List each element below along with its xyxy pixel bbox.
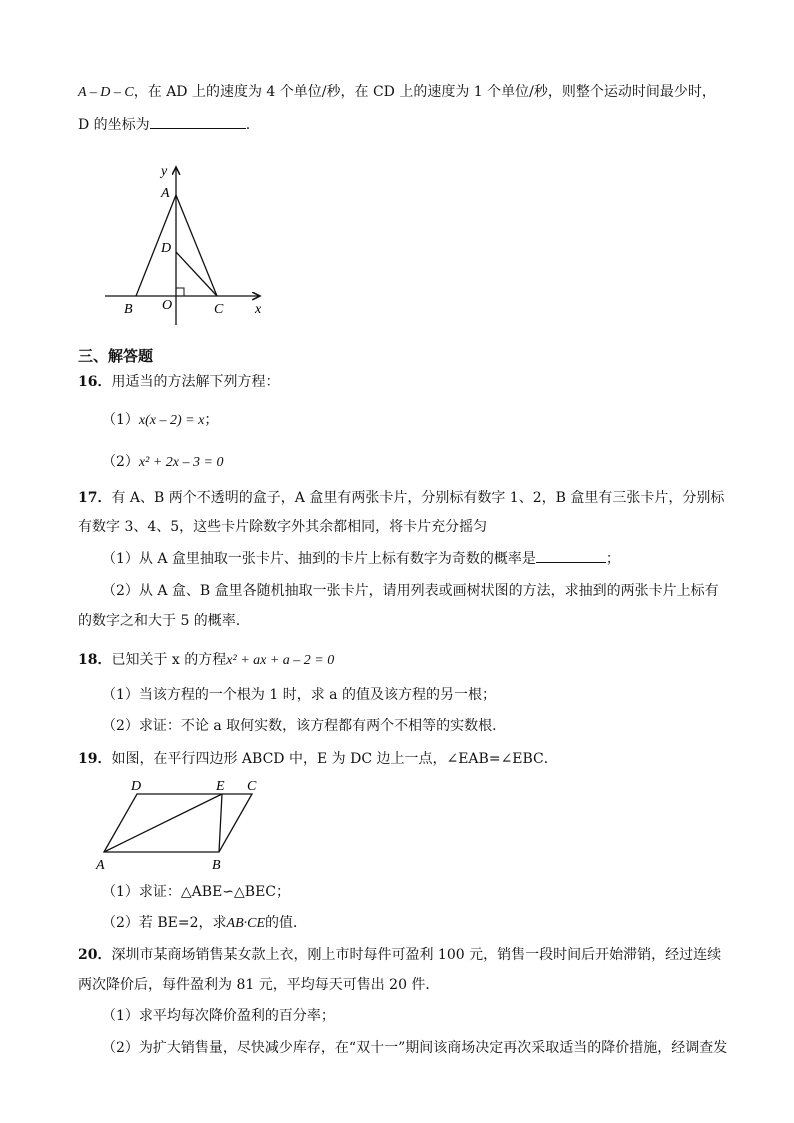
label-E: E: [216, 779, 225, 794]
label-D: D: [161, 241, 172, 256]
label-O: O: [162, 298, 173, 313]
q18-equation: x² + ax + a – 2 = 0: [226, 653, 335, 668]
q20-stem-line1: [78, 945, 721, 965]
q16-part1: [102, 410, 218, 431]
q17-stem-line2: 有数字 3、4、5，这些卡片除数字外其余都相同，将卡片充分摇匀: [78, 519, 488, 535]
label-C: C: [247, 779, 257, 794]
q15-text2: D 的坐标为: [78, 117, 150, 133]
q19-p2-expression: AB·CE: [226, 916, 266, 931]
q17-part2-line2: 的数字之和大于 5 的概率.: [78, 613, 241, 629]
q20-stem-line2: 两次降价后，每件盈利为 81 元，平均每天可售出 20 件．: [78, 977, 440, 993]
q17-p1-text: （1）从 A 盒里抽取一张卡片、抽到的卡片上标有数字为奇数的概率是: [102, 551, 536, 567]
q17-part1: [102, 548, 620, 569]
label-A: A: [161, 186, 170, 201]
q18-number: 18．: [78, 652, 112, 668]
q16-stem: 用适当的方法解下列方程：: [111, 374, 280, 390]
q18-stem-line: [78, 650, 334, 671]
segment-BE: [219, 794, 222, 852]
q19-p2-b: 的值．: [265, 915, 308, 931]
q15-text1: ，在 AD 上的速度为 4 个单位/秒，在 CD 上的速度为 1 个单位/秒，则整个运动时间最少时，: [133, 84, 716, 100]
q18-part1: （1）当该方程的一个根为 1 时，求 a 的值及该方程的另一根；: [102, 687, 496, 703]
label-D: D: [131, 779, 142, 794]
parallelogram-figure: [90, 774, 275, 874]
q19-part1: （1）求证：△ABE∽△BEC；: [102, 884, 291, 900]
q16-p1-end: ；: [204, 412, 219, 428]
q17-part2-line1: （2）从 A 盒、B 盒里各随机抽取一张卡片，请用列表或画树状图的方法，求抽到的两张卡片上标有: [102, 583, 719, 599]
q15-line2: [78, 114, 250, 135]
q16-part2: [102, 452, 223, 473]
answer-blank: [150, 114, 246, 129]
label-A: A: [96, 858, 105, 873]
q19-number: 19．: [78, 751, 112, 767]
q19-stem-line: [78, 749, 558, 769]
segment-AE: [104, 794, 222, 852]
q20-part1: （1）求平均每次降价盈利的百分率；: [102, 1008, 335, 1024]
segment-AC: [176, 195, 217, 296]
label-C: C: [214, 302, 224, 317]
q20-number: 20．: [78, 947, 112, 963]
q18-part2: （2）求证：不论 a 取何实数，该方程都有两个不相等的实数根．: [102, 718, 507, 734]
label-B: B: [124, 302, 133, 317]
q20-stem1: 深圳市某商场销售某女款上衣，刚上市时每件可盈利 100 元，销售一段时间后开始滞销，经过连续: [111, 947, 722, 963]
q16-number: 16．: [78, 374, 112, 390]
q18-stem: 已知关于 x 的方程: [111, 652, 227, 668]
q16-p2-equation: x² + 2x – 3 = 0: [138, 455, 224, 470]
label-B: B: [212, 858, 221, 873]
q17-p1-end: ；: [605, 551, 620, 567]
path-expression: A – D – C: [78, 85, 134, 100]
label-x: x: [255, 302, 262, 317]
label-y: y: [161, 164, 168, 179]
parallelogram-ABCD: [104, 794, 252, 852]
q19-stem: 如图，在平行四边形 ABCD 中，E 为 DC 边上一点，∠EAB=∠EBC．: [111, 751, 558, 767]
q15-line1: [78, 82, 716, 103]
q17-stem1: 有 A、B 两个不透明的盒子，A 盒里有两张卡片，分别标有数字 1、2，B 盒里有三张卡片，分别标: [111, 490, 725, 506]
q16-p1-equation: x(x – 2) = x: [138, 413, 205, 428]
q19-p2-a: （2）若 BE=2，求: [102, 915, 227, 931]
right-angle-mark: [176, 288, 184, 296]
q20-part2: （2）为扩大销售量，尽快减少库存，在“双十一”期间该商场决定再次采取适当的降价措施，经调查发: [102, 1040, 728, 1056]
section-title: 三、解答题: [78, 347, 154, 365]
answer-blank: [536, 548, 606, 563]
q17-number: 17．: [78, 490, 112, 506]
q17-stem-line1: [78, 488, 724, 508]
q16-stem-line: [78, 372, 279, 392]
q19-part2: [102, 913, 307, 934]
q15-end: .: [245, 117, 251, 133]
segment-DC: [176, 252, 217, 296]
coordinate-figure: [95, 155, 275, 325]
q16-p1-label: （1）: [102, 412, 139, 428]
q16-p2-label: （2）: [102, 454, 139, 470]
